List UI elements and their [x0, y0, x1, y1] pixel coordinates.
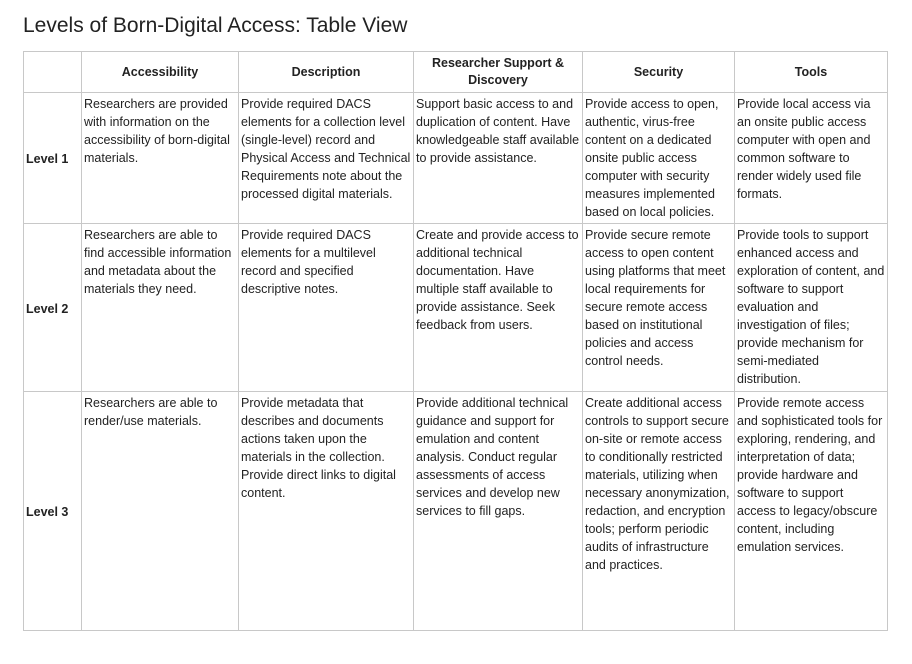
cell-description: Provide metadata that describes and documents actions taken upon the materials in the collection. Provide direct links to digital content.	[239, 392, 414, 631]
header-security: Security	[583, 52, 735, 93]
header-row	[24, 52, 888, 93]
header-tools: Tools	[735, 52, 888, 93]
levels-table	[23, 51, 888, 631]
row-label: Level 1	[24, 93, 82, 224]
cell-security: Provide secure remote access to open content using platforms that meet local requirements for secure remote access based on institutional policies and access control needs.	[583, 224, 735, 392]
cell-tools: Provide tools to support enhanced access and exploration of content, and software to support evaluation and investigation of files; provide mechanism for semi-mediated distribution.	[735, 224, 888, 392]
row-label: Level 2	[24, 224, 82, 392]
table-row-level-2	[24, 224, 888, 392]
row-label: Level 3	[24, 392, 82, 631]
cell-accessibility: Researchers are able to find accessible information and metadata about the materials they need.	[82, 224, 239, 392]
cell-tools: Provide local access via an onsite public access computer with open and common software to render widely used file formats.	[735, 93, 888, 224]
cell-accessibility: Researchers are provided with information on the accessibility of born-digital materials.	[82, 93, 239, 224]
table-row-level-1	[24, 93, 888, 224]
cell-description: Provide required DACS elements for a multilevel record and specified descriptive notes.	[239, 224, 414, 392]
header-accessibility: Accessibility	[82, 52, 239, 93]
cell-support: Create and provide access to additional technical documentation. Have multiple staff available to provide assistance. Seek feedback from users.	[414, 224, 583, 392]
header-researcher-support: Researcher Support & Discovery	[414, 52, 583, 93]
cell-support: Provide additional technical guidance and support for emulation and content analysis. Conduct regular assessments of access services and develop new services to fill gaps.	[414, 392, 583, 631]
header-description: Description	[239, 52, 414, 93]
cell-accessibility: Researchers are able to render/use materials.	[82, 392, 239, 631]
header-cell-empty	[24, 52, 82, 93]
cell-support: Support basic access to and duplication of content. Have knowledgeable staff available to provide assistance.	[414, 93, 583, 224]
cell-security: Provide access to open, authentic, virus-free content on a dedicated onsite public access computer with security measures implemented based on local policies.	[583, 93, 735, 224]
table-row-level-3	[24, 392, 888, 631]
cell-tools: Provide remote access and sophisticated tools for exploring, rendering, and interpretation of data; provide hardware and software to support access to legacy/obscure content, including emulation services.	[735, 392, 888, 631]
page-title: Levels of Born-Digital Access: Table View	[23, 14, 408, 37]
cell-description: Provide required DACS elements for a collection level (single-level) record and Physical Access and Technical Requirements note about the processed digital materials.	[239, 93, 414, 224]
cell-security: Create additional access controls to support secure on-site or remote access to conditionally restricted materials, utilizing when necessary anonymization, redaction, and encryption tools; perform periodic audits of infrastructure and practices.	[583, 392, 735, 631]
